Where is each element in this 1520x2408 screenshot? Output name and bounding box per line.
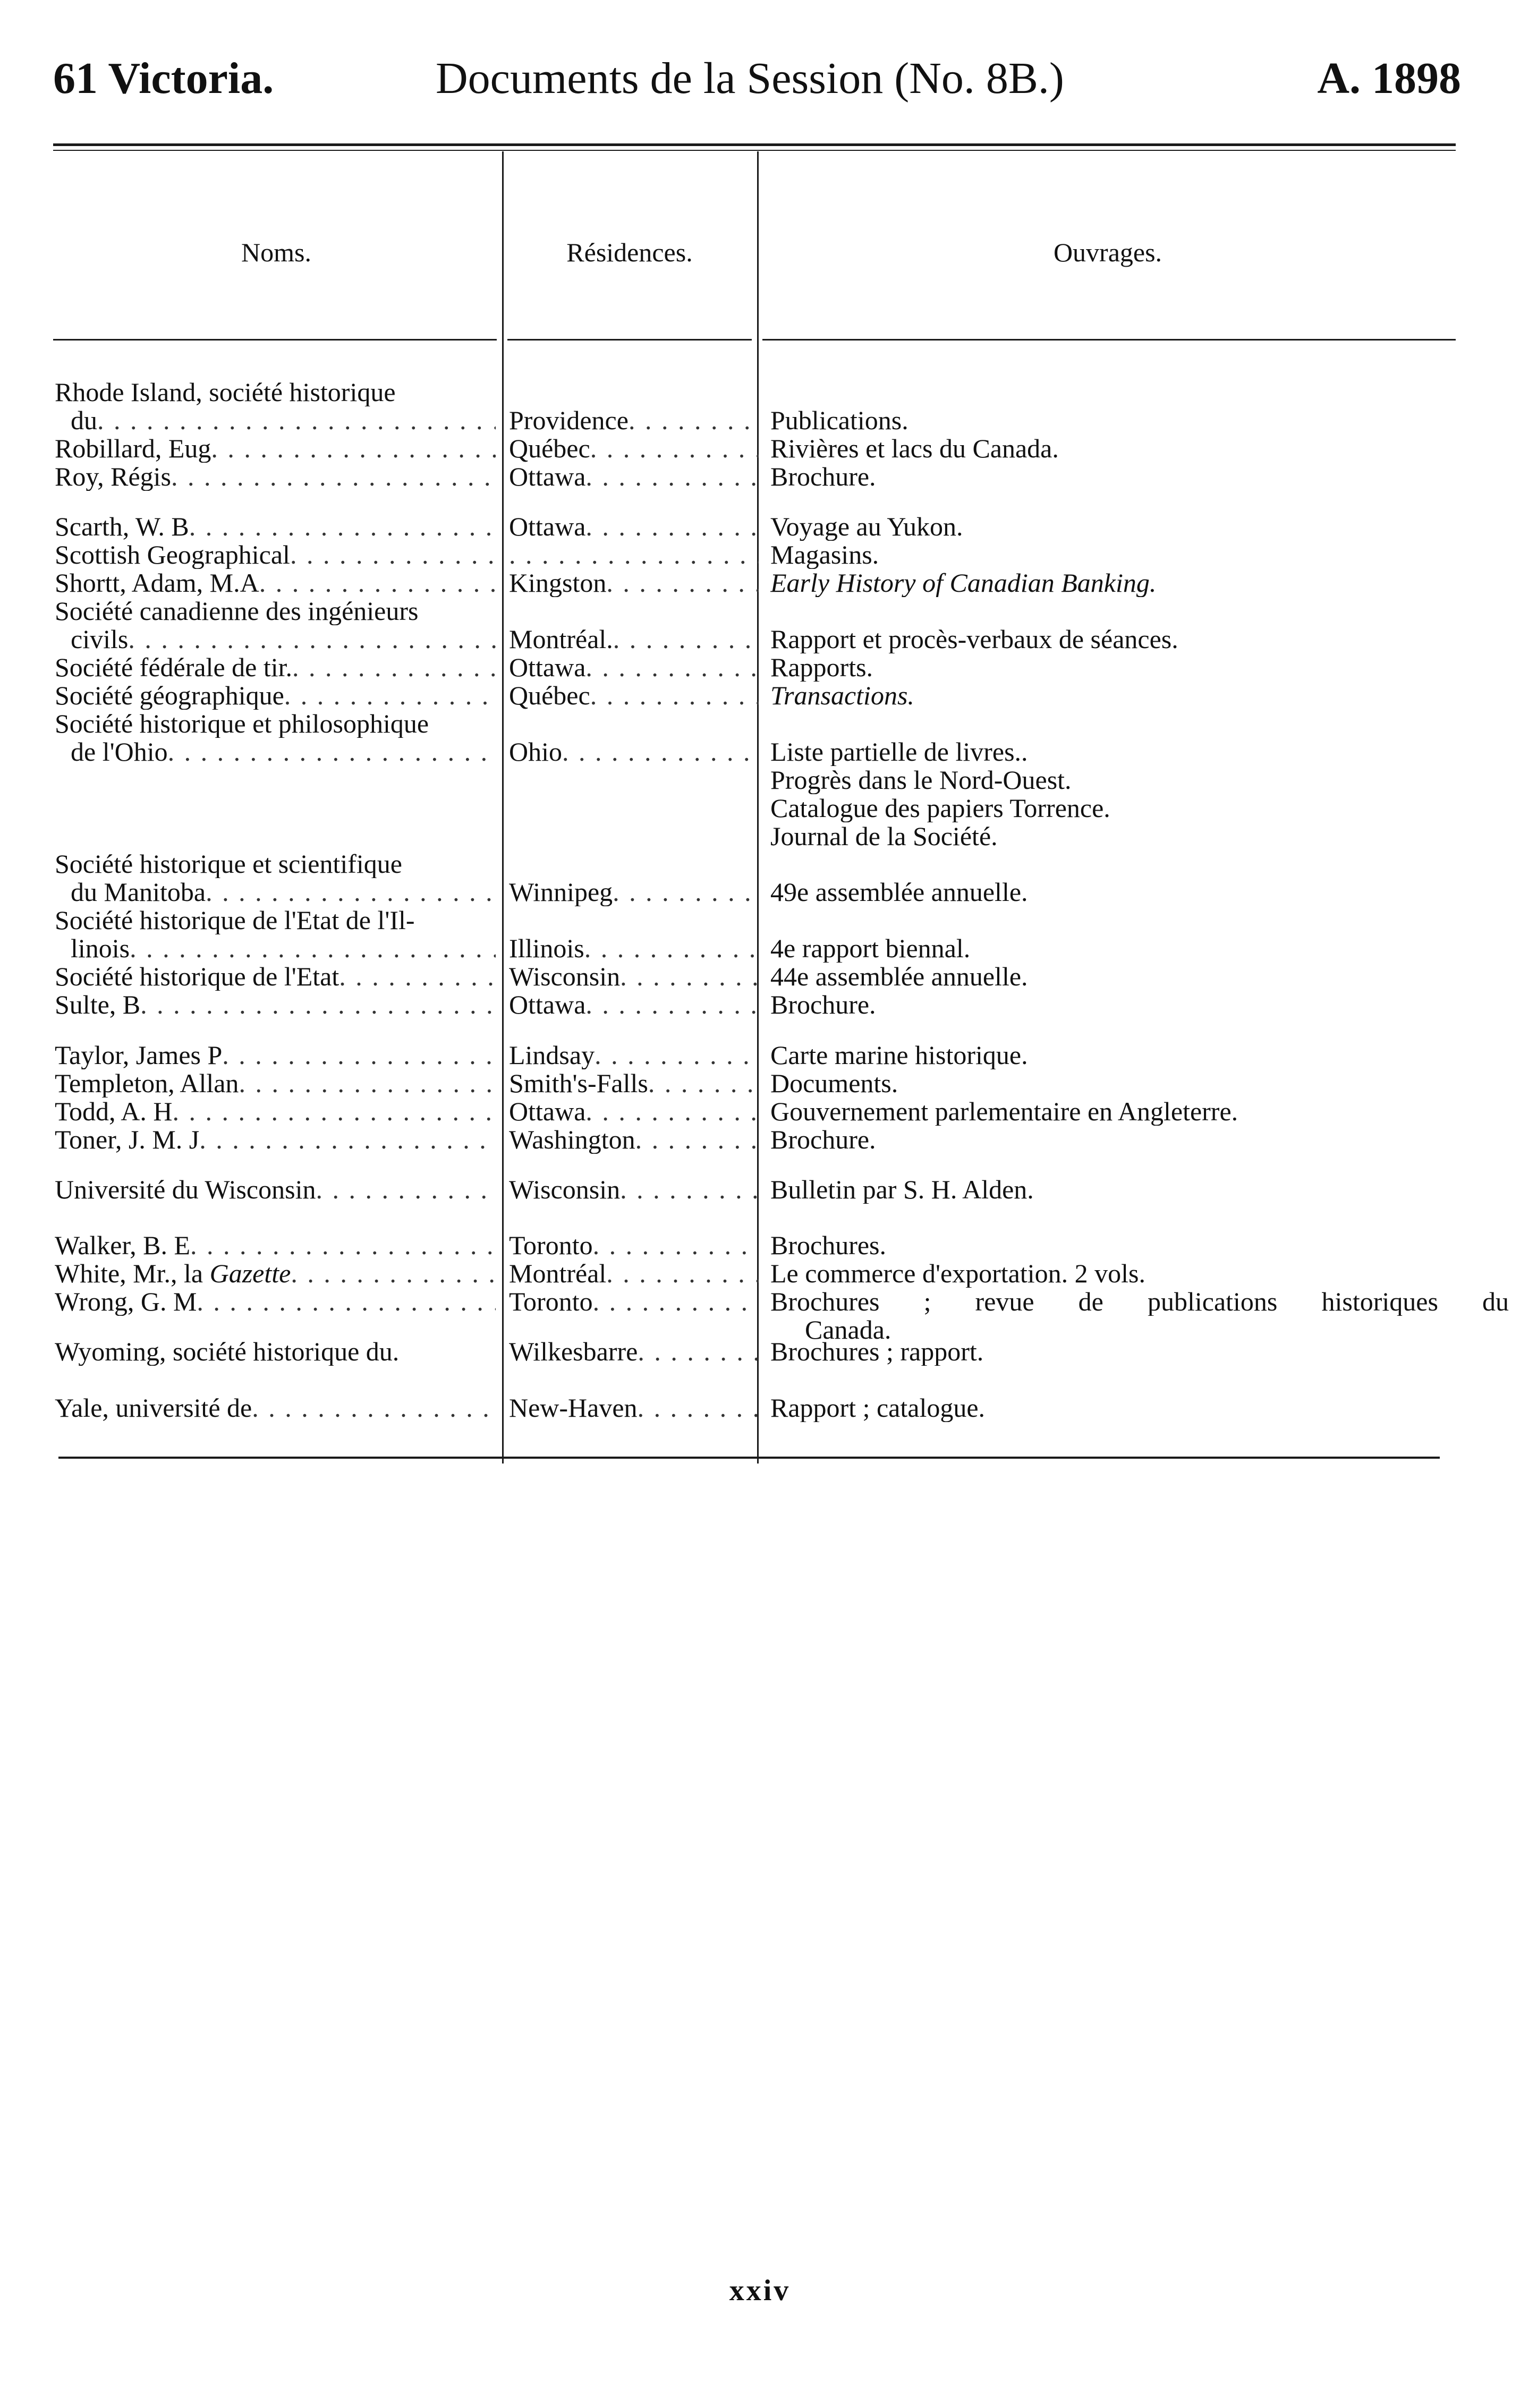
table-bottom-rule bbox=[58, 1457, 1440, 1459]
entry-name: du Manitoba bbox=[71, 878, 206, 906]
entry-residence: Montréal. bbox=[509, 625, 613, 653]
entry-residence: Toronto bbox=[509, 1231, 593, 1260]
entry-work: Gouvernement parlementaire en Angleterre. bbox=[770, 1097, 1238, 1126]
entry-residence: Illinois bbox=[509, 934, 584, 963]
column-header-works: Ouvrages. bbox=[1053, 237, 1162, 267]
entry-name: Société canadienne des ingénieurs bbox=[55, 597, 419, 625]
entry-name: Shortt, Adam, M.A bbox=[55, 569, 259, 597]
entry-residence: Ottawa bbox=[509, 991, 586, 1019]
entry-work: 4e rapport biennal. bbox=[770, 934, 971, 963]
entry-name: Université du Wisconsin bbox=[55, 1176, 316, 1204]
entry-residence: Kingston bbox=[509, 569, 607, 597]
entry-name: civils bbox=[71, 625, 129, 653]
entry-work: Transactions. bbox=[770, 682, 914, 710]
document-title: Documents de la Session (No. 8B.) bbox=[436, 54, 1064, 103]
entry-name: Société historique et scientifique bbox=[55, 850, 402, 878]
entry-name: Walker, B. E bbox=[55, 1231, 191, 1260]
entry-work: Rivières et lacs du Canada. bbox=[770, 435, 1059, 463]
entry-work: Brochure. bbox=[770, 463, 876, 491]
entry-name: Société géographique bbox=[55, 682, 284, 710]
entry-name: de l'Ohio bbox=[71, 738, 168, 766]
entry-work: Carte marine historique. bbox=[770, 1041, 1028, 1069]
entry-work: Brochures. bbox=[770, 1231, 886, 1260]
entry-residence: Ottawa bbox=[509, 513, 586, 541]
entry-work: Catalogue des papiers Torrence. bbox=[770, 794, 1110, 822]
entry-residence: Lindsay bbox=[509, 1041, 595, 1069]
entry-name: du bbox=[71, 406, 97, 435]
entry-work: Bulletin par S. H. Alden. bbox=[770, 1176, 1034, 1204]
entry-residence: Wilkesbarre bbox=[509, 1338, 638, 1366]
entry-name: Société fédérale de tir. bbox=[55, 653, 292, 682]
entry-residence: Québec bbox=[509, 435, 590, 463]
entry-residence: Ottawa bbox=[509, 463, 586, 491]
entry-residence: Ohio bbox=[509, 738, 562, 766]
entry-name: Todd, A. H bbox=[55, 1097, 173, 1126]
entry-name: Robillard, Eug bbox=[55, 435, 211, 463]
entry-work: Rapport et procès-verbaux de séances. bbox=[770, 625, 1178, 653]
entry-name: Société historique de l'Etat de l'Il- bbox=[55, 906, 415, 934]
entry-work: Rapport ; catalogue. bbox=[770, 1394, 986, 1422]
entry-work: 44e assemblée annuelle. bbox=[770, 963, 1028, 991]
entry-work: Canada. bbox=[805, 1316, 891, 1344]
entry-work: Le commerce d'exportation. 2 vols. bbox=[770, 1260, 1146, 1288]
entry-residence: Montréal bbox=[509, 1260, 607, 1288]
entry-residence: Ottawa bbox=[509, 1097, 586, 1126]
entry-name: Société historique de l'Etat bbox=[55, 963, 339, 991]
document-year-label: A. 1898 bbox=[1317, 54, 1461, 103]
entry-residence: Québec bbox=[509, 682, 590, 710]
entry-name: Wyoming, société historique du. bbox=[55, 1338, 400, 1366]
entry-residence: Ottawa bbox=[509, 653, 586, 682]
entry-work: Early History of Canadian Banking. bbox=[770, 569, 1157, 597]
entry-name: Rhode Island, société historique bbox=[55, 378, 396, 406]
session-year-label: 61 Victoria. bbox=[53, 54, 274, 103]
entry-name: Wrong, G. M bbox=[55, 1288, 197, 1316]
entry-work: Magasins. bbox=[770, 541, 879, 569]
entry-name: Scottish Geographical bbox=[55, 541, 290, 569]
entry-residence: Wisconsin bbox=[509, 963, 621, 991]
entry-work: Brochure. bbox=[770, 991, 876, 1019]
entry-work: Rapports. bbox=[770, 653, 873, 682]
entry-name: Yale, université de bbox=[55, 1394, 252, 1422]
entry-residence: Providence bbox=[509, 406, 629, 435]
entry-work: Voyage au Yukon. bbox=[770, 513, 963, 541]
entry-residence: Winnipeg bbox=[509, 878, 613, 906]
entry-residence: New-Haven bbox=[509, 1394, 638, 1422]
entry-residence: Washington bbox=[509, 1126, 635, 1154]
entry-residence: Toronto bbox=[509, 1288, 593, 1316]
column-header-names: Noms. bbox=[241, 237, 311, 267]
entry-work: Brochures ; revue de publications historiques du bbox=[770, 1288, 1509, 1316]
entry-work: Documents. bbox=[770, 1069, 898, 1097]
entry-residence: Smith's-Falls bbox=[509, 1069, 648, 1097]
column-header-residences: Résidences. bbox=[566, 237, 693, 267]
entry-name: Taylor, James P bbox=[55, 1041, 223, 1069]
entry-name: linois bbox=[71, 934, 130, 963]
entry-work: Journal de la Société. bbox=[770, 822, 998, 850]
entry-name: White, Mr., la bbox=[55, 1260, 210, 1288]
entries-table bbox=[55, 0, 1509, 2408]
page-number: xxiv bbox=[729, 2274, 791, 2307]
entry-name-italic: Gazette bbox=[209, 1260, 291, 1288]
entry-name: Toner, J. M. J bbox=[55, 1126, 200, 1154]
entry-work: Publications. bbox=[770, 406, 908, 435]
entry-name: Société historique et philosophique bbox=[55, 710, 429, 738]
entry-work: Liste partielle de livres.. bbox=[770, 738, 1028, 766]
entry-residence: Wisconsin bbox=[509, 1176, 621, 1204]
entry-name: Templeton, Allan bbox=[55, 1069, 239, 1097]
entry-work: 49e assemblée annuelle. bbox=[770, 878, 1028, 906]
entry-name: Sulte, B bbox=[55, 991, 141, 1019]
entry-work: Brochure. bbox=[770, 1126, 876, 1154]
entry-work: Brochures ; rapport. bbox=[770, 1338, 984, 1366]
entry-name: Scarth, W. B bbox=[55, 513, 189, 541]
entry-work: Progrès dans le Nord-Ouest. bbox=[770, 766, 1072, 794]
entry-name: Roy, Régis bbox=[55, 463, 171, 491]
